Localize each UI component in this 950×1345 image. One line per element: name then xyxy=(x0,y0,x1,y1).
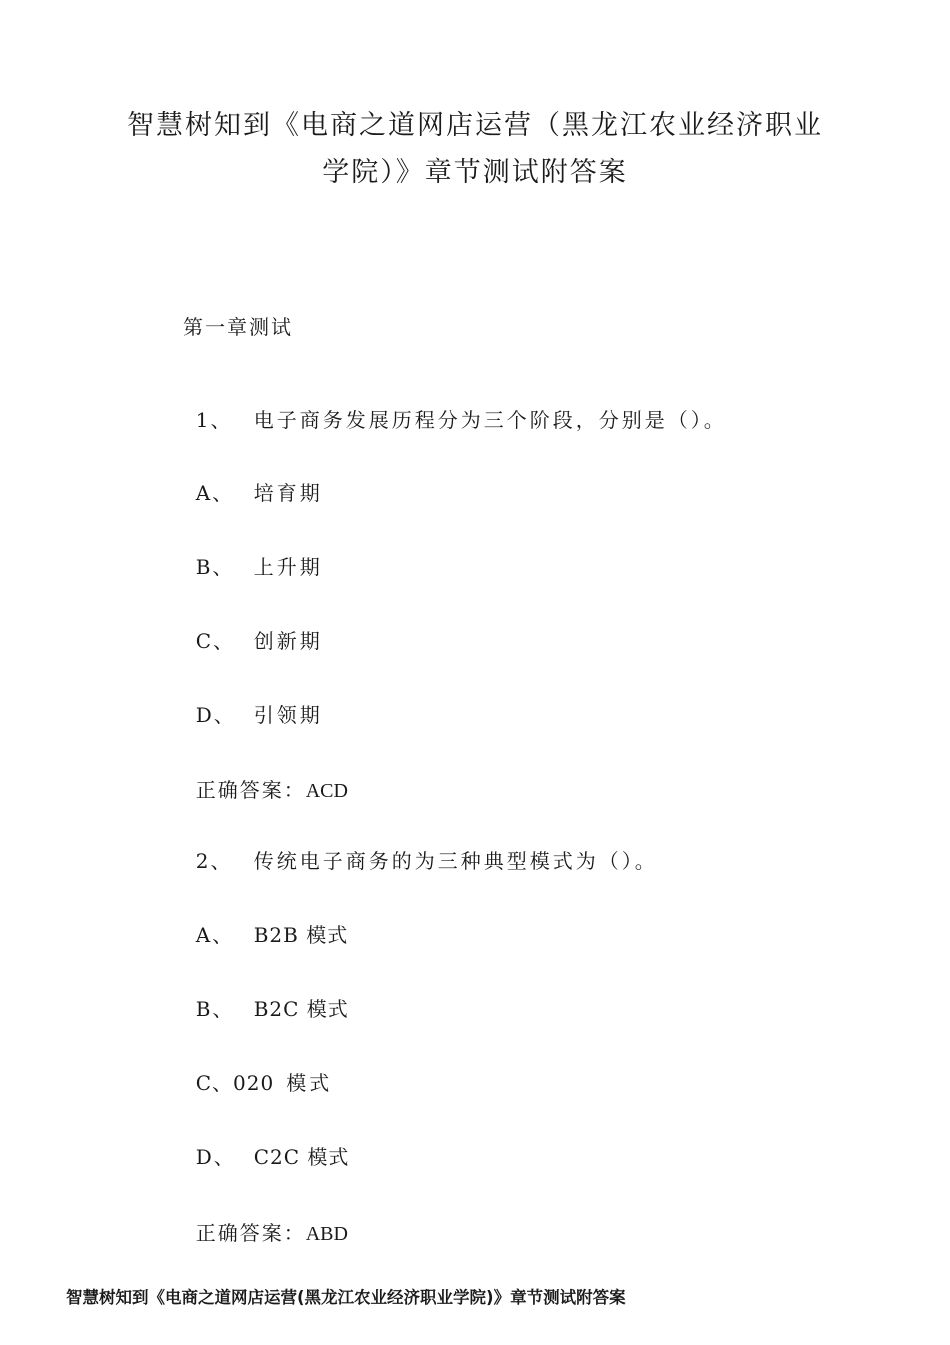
option-text: B2C 模式 xyxy=(253,997,349,1021)
document-title-line-1: 智慧树知到《电商之道网店运营（黑龙江农业经济职业 xyxy=(127,110,823,141)
question-2 xyxy=(183,831,658,871)
answer-label: 正确答案： xyxy=(195,1221,306,1245)
question-1 xyxy=(183,390,727,430)
question-number: 2、 xyxy=(195,849,233,873)
option-label: C、020 xyxy=(195,1071,275,1095)
answer-value: ACD xyxy=(305,780,348,802)
question-2-option-d xyxy=(183,1127,349,1167)
option-text: 模式 xyxy=(286,1071,333,1095)
option-label: B、 xyxy=(195,997,235,1021)
question-1-answer xyxy=(183,760,348,801)
answer-value: ABD xyxy=(305,1223,348,1245)
question-1-option-b xyxy=(183,537,323,577)
question-text: 传统电子商务的为三种典型模式为（）。 xyxy=(253,849,658,873)
option-text: C2C 模式 xyxy=(253,1145,350,1169)
option-label: B、 xyxy=(195,555,235,579)
option-label: C、 xyxy=(195,629,236,653)
question-2-option-a xyxy=(183,905,348,945)
page-footer: 智慧树知到《电商之道网店运营(黑龙江农业经济职业学院)》章节测试附答案 xyxy=(66,1288,626,1307)
option-text: 引领期 xyxy=(253,703,323,727)
question-2-option-b xyxy=(183,979,349,1019)
question-1-option-c xyxy=(183,611,323,651)
question-2-option-c xyxy=(183,1053,332,1093)
option-text: 创新期 xyxy=(253,629,323,653)
option-label: A、 xyxy=(195,481,235,505)
question-text: 电子商务发展历程分为三个阶段，分别是（）。 xyxy=(253,408,727,432)
question-1-option-a xyxy=(183,463,323,503)
option-label: A、 xyxy=(195,923,235,947)
question-number: 1、 xyxy=(195,408,233,432)
option-text: 上升期 xyxy=(253,555,323,579)
answer-label: 正确答案： xyxy=(195,778,306,802)
chapter-heading: 第一章测试 xyxy=(183,315,293,339)
question-1-option-d xyxy=(183,685,323,725)
option-text: B2B 模式 xyxy=(253,923,349,947)
option-text: 培育期 xyxy=(253,481,323,505)
option-label: D、 xyxy=(195,1145,236,1169)
document-title-line-2: 学院）》章节测试附答案 xyxy=(322,157,628,188)
option-label: D、 xyxy=(195,703,236,727)
question-2-answer xyxy=(183,1203,348,1244)
